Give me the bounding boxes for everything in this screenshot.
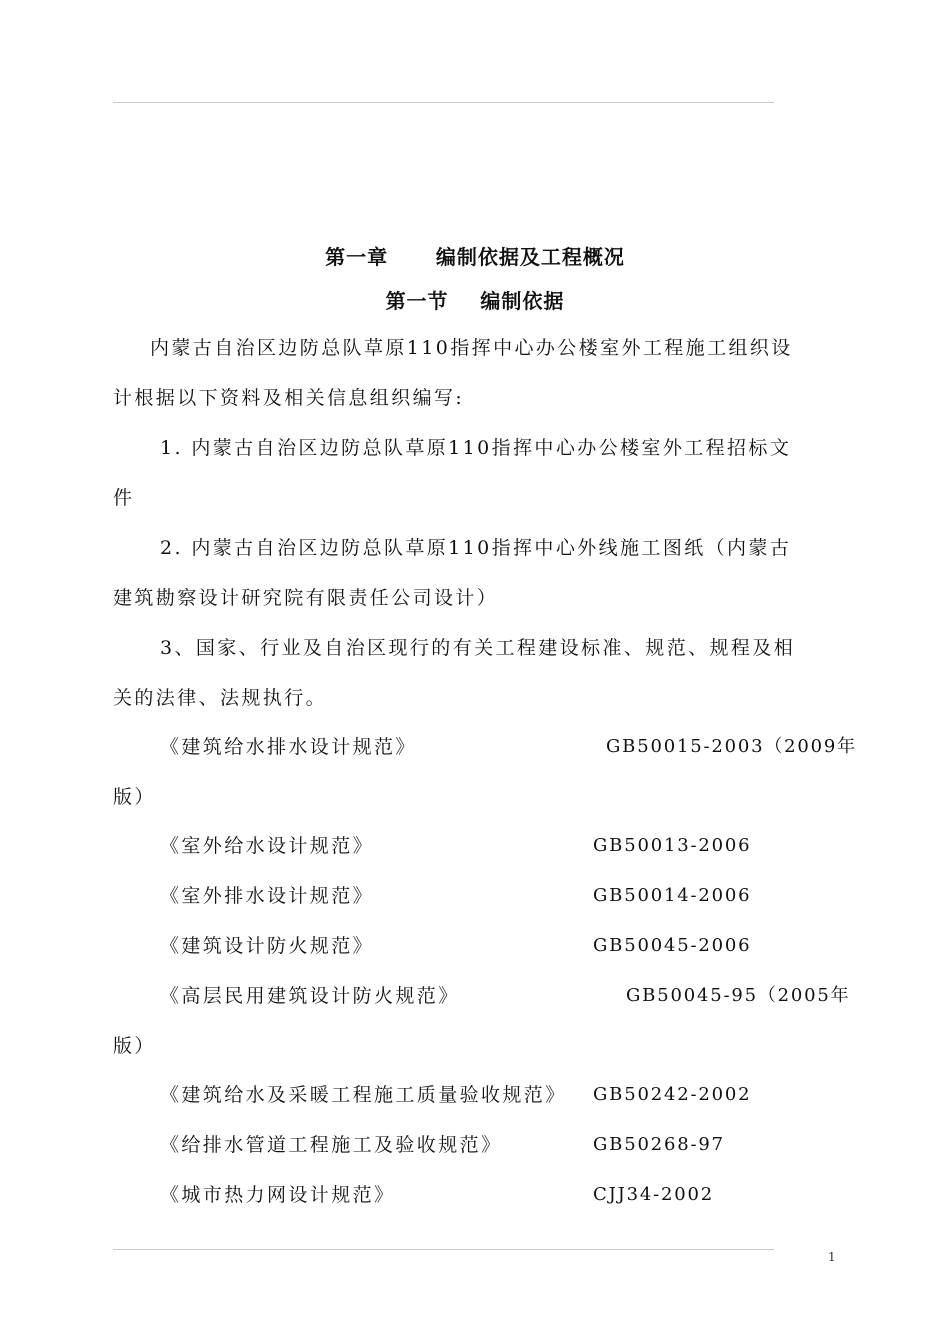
- standard-name: 《建筑给水及采暖工程施工质量验收规范》: [160, 1084, 567, 1106]
- chapter-title: 第一章 编制依据及工程概况: [325, 245, 625, 269]
- standard-name: 《室外排水设计规范》: [160, 885, 375, 907]
- basis-item-3-cont: 关的法律、法规执行。: [113, 687, 328, 709]
- basis-item-1-cont: 件: [113, 487, 135, 509]
- standard-code: GB50268-97: [593, 1134, 725, 1155]
- standard-name: 《室外给水设计规范》: [160, 835, 375, 857]
- standard-name: 《建筑给水排水设计规范》: [160, 736, 417, 758]
- standard-code: GB50242-2002: [593, 1084, 752, 1105]
- standard-code: GB50015-2003（2009年: [606, 736, 857, 757]
- standard-code-wrap: 版）: [113, 786, 156, 808]
- standard-name: 《高层民用建筑设计防火规范》: [160, 985, 460, 1007]
- intro-line-2: 计根据以下资料及相关信息组织编写:: [113, 387, 465, 409]
- footer-rule: [113, 1249, 774, 1250]
- standard-name: 《建筑设计防火规范》: [160, 935, 375, 957]
- basis-item-2: 2. 内蒙古自治区边防总队草原110指挥中心外线施工图纸（内蒙古: [160, 537, 792, 559]
- intro-line-1: 内蒙古自治区边防总队草原110指挥中心办公楼室外工程施工组织设: [150, 337, 793, 359]
- basis-item-2-cont: 建筑勘察设计研究院有限责任公司设计）: [113, 587, 499, 609]
- header-rule: [113, 102, 774, 103]
- standard-code: GB50014-2006: [593, 885, 752, 906]
- basis-item-3: 3、国家、行业及自治区现行的有关工程建设标准、规范、规程及相: [160, 637, 796, 659]
- standard-name: 《给排水管道工程施工及验收规范》: [160, 1134, 503, 1156]
- section-title: 第一节 编制依据: [385, 289, 565, 313]
- standard-code-wrap: 版）: [113, 1035, 156, 1057]
- standard-code: CJJ34-2002: [593, 1184, 714, 1205]
- standard-code: GB50045-2006: [593, 935, 752, 956]
- standard-name: 《城市热力网设计规范》: [160, 1184, 396, 1206]
- standard-code: GB50045-95（2005年: [626, 985, 851, 1006]
- standard-code: GB50013-2006: [593, 835, 752, 856]
- page-number: 1: [828, 1250, 836, 1264]
- basis-item-1: 1. 内蒙古自治区边防总队草原110指挥中心办公楼室外工程招标文: [160, 437, 792, 459]
